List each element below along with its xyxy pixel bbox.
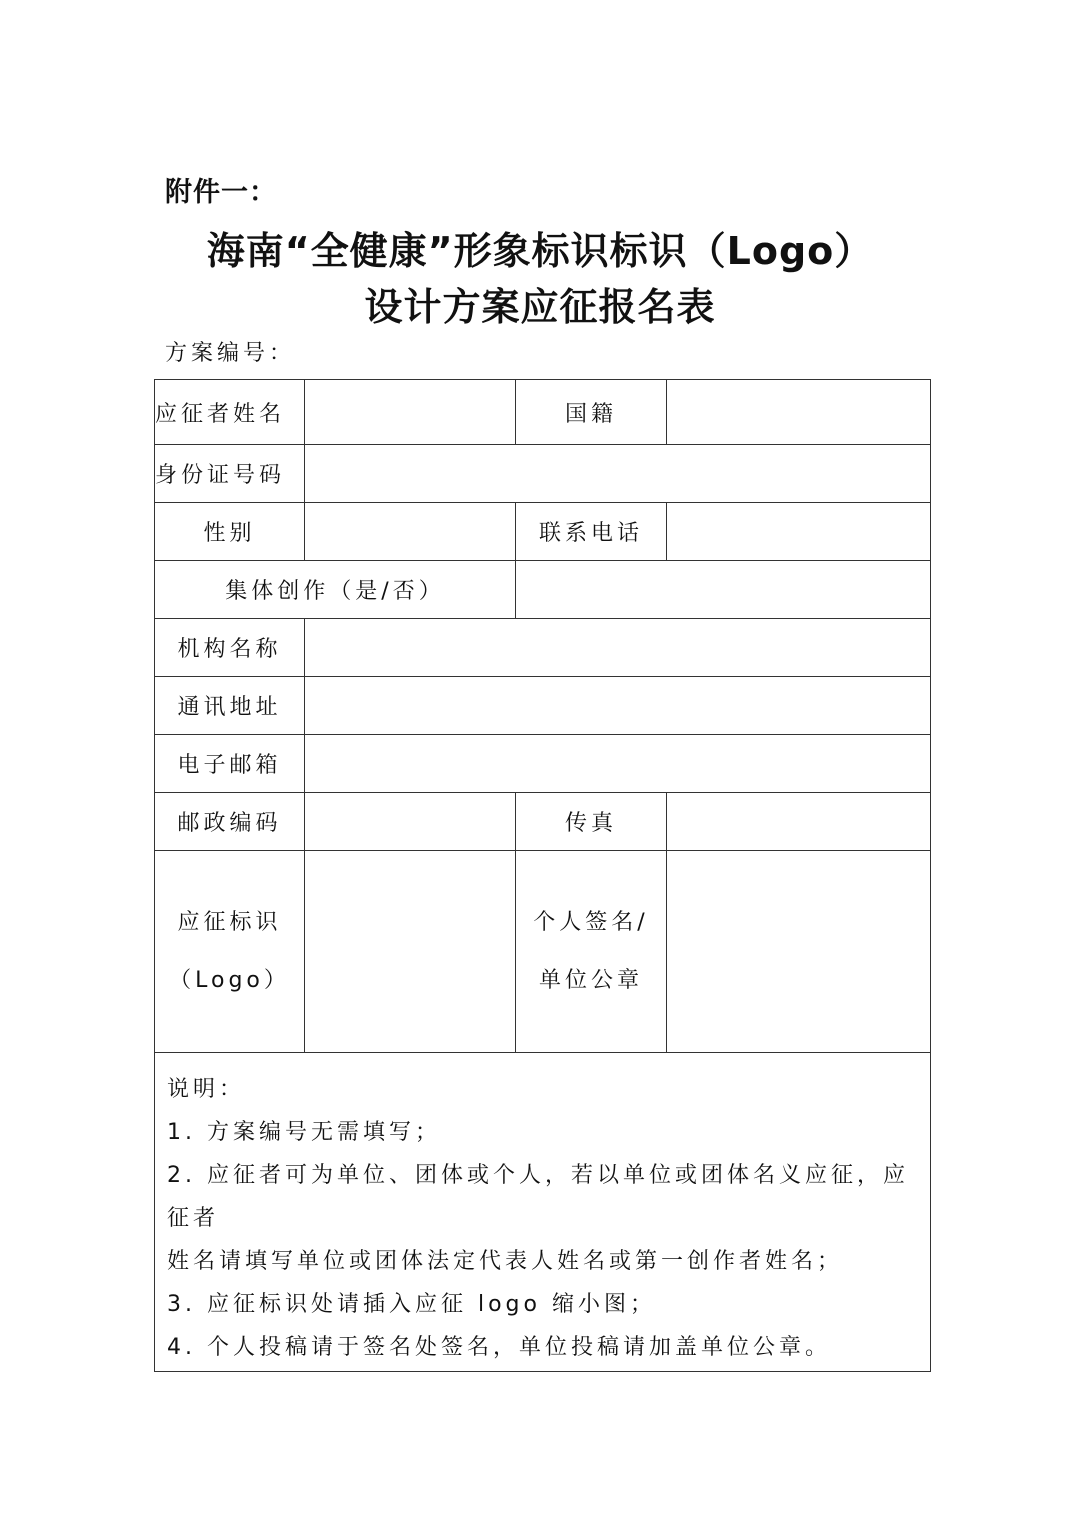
signature-label-line-2: 单位公章 — [538, 967, 643, 993]
gender-field[interactable] — [305, 503, 516, 561]
form-title-line-1: 海南“全健康”形象标识标识（Logo） — [206, 229, 874, 273]
fax-field[interactable] — [667, 793, 931, 851]
notes-item-2: 2. 应征者可为单位、团体或个人，若以单位或团体名义应征，应征者 — [167, 1162, 909, 1231]
applicant-name-label: 应征者姓名 — [155, 380, 305, 445]
id-number-field[interactable] — [305, 445, 931, 503]
table-row-notes — [155, 1053, 931, 1372]
notes-cell — [155, 1053, 931, 1372]
address-label: 通讯地址 — [155, 677, 305, 735]
collective-field[interactable] — [516, 561, 931, 619]
table-row-gender — [155, 503, 931, 561]
collective-label: 集体创作（是/否） — [155, 561, 516, 619]
notes-item-3: 3. 应征标识处请插入应征 logo 缩小图； — [167, 1291, 656, 1317]
attachment-label: 附件一： — [165, 177, 277, 208]
email-label: 电子邮箱 — [155, 735, 305, 793]
postal-code-field[interactable] — [305, 793, 516, 851]
notes-item-2-cont: 姓名请填写单位或团体法定代表人姓名或第一创作者姓名； — [167, 1248, 844, 1274]
address-field[interactable] — [305, 677, 931, 735]
fax-label: 传真 — [516, 793, 667, 851]
form-title-line-2: 设计方案应征报名表 — [364, 285, 716, 329]
table-row-postal — [155, 793, 931, 851]
table-row-email — [155, 735, 931, 793]
registration-form-table — [154, 379, 931, 1372]
notes-item-1: 1. 方案编号无需填写； — [167, 1119, 441, 1145]
table-row-applicant — [155, 380, 931, 445]
organization-label: 机构名称 — [155, 619, 305, 677]
logo-upload-field[interactable] — [305, 851, 516, 1053]
phone-field[interactable] — [667, 503, 931, 561]
notes-heading: 说明： — [167, 1076, 246, 1102]
email-field[interactable] — [305, 735, 931, 793]
logo-label-cell — [155, 851, 305, 1053]
signature-label-line-1: 个人签名/ — [533, 909, 649, 935]
logo-label-line-1: 应征标识 — [177, 909, 282, 935]
nationality-field[interactable] — [667, 380, 931, 445]
organization-field[interactable] — [305, 619, 931, 677]
table-row-id — [155, 445, 931, 503]
table-row-address — [155, 677, 931, 735]
table-row-organization — [155, 619, 931, 677]
scheme-number-label: 方案编号： — [165, 341, 296, 366]
table-row-logo — [155, 851, 931, 1053]
signature-field[interactable] — [667, 851, 931, 1053]
logo-label-line-2: （Logo） — [169, 967, 290, 993]
postal-code-label: 邮政编码 — [155, 793, 305, 851]
notes-item-4: 4. 个人投稿请于签名处签名，单位投稿请加盖单位公章。 — [167, 1334, 831, 1360]
applicant-name-field[interactable] — [305, 380, 516, 445]
phone-label: 联系电话 — [516, 503, 667, 561]
signature-label-cell — [516, 851, 667, 1053]
gender-label: 性别 — [155, 503, 305, 561]
id-number-label: 身份证号码 — [155, 445, 305, 503]
nationality-label: 国籍 — [516, 380, 667, 445]
table-row-collective — [155, 561, 931, 619]
